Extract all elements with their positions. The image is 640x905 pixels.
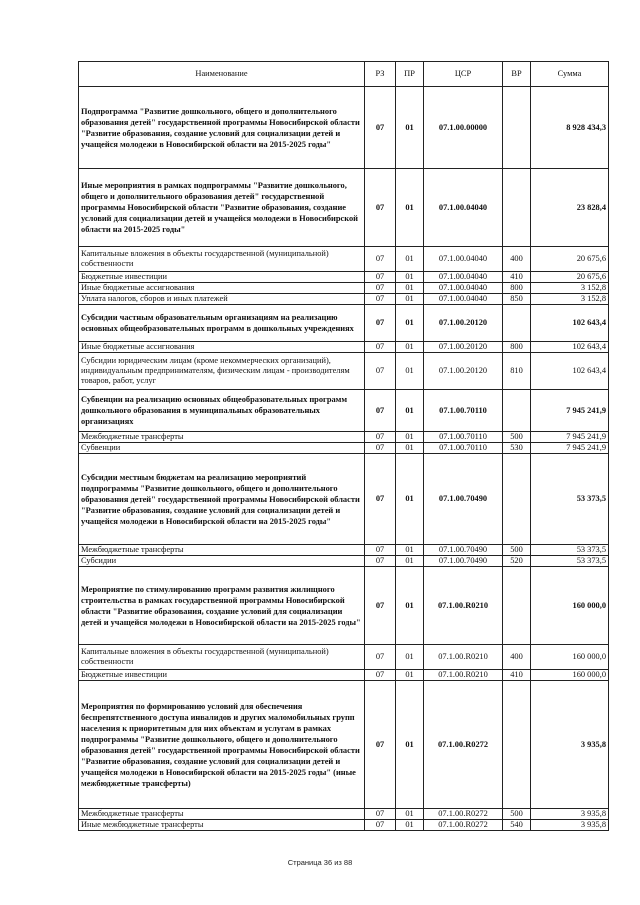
cell-sum: 160 000,0 xyxy=(531,567,609,645)
table-row xyxy=(79,342,609,353)
cell-pr: 01 xyxy=(396,454,424,545)
header-csr: ЦСР xyxy=(424,62,503,87)
cell-vr: 500 xyxy=(503,809,531,820)
cell-name: Капитальные вложения в объекты государственной (муниципальной) собственности xyxy=(79,645,365,670)
cell-pr: 01 xyxy=(396,247,424,272)
cell-sum: 3 935,8 xyxy=(531,820,609,831)
cell-sum: 3 935,8 xyxy=(531,809,609,820)
cell-name: Субсидии юридическим лицам (кроме некоммерческих организаций), индивидуальным предпринимателям, физическим лицам - производителям товаров, работ, услуг xyxy=(79,353,365,390)
table-row xyxy=(79,820,609,831)
table-row xyxy=(79,294,609,305)
cell-name: Межбюджетные трансферты xyxy=(79,809,365,820)
cell-name: Капитальные вложения в объекты государственной (муниципальной) собственности xyxy=(79,247,365,272)
cell-vr xyxy=(503,390,531,432)
cell-name: Бюджетные инвестиции xyxy=(79,670,365,681)
cell-vr: 410 xyxy=(503,272,531,283)
cell-rz: 07 xyxy=(365,87,396,169)
cell-pr: 01 xyxy=(396,432,424,443)
cell-sum: 3 152,8 xyxy=(531,294,609,305)
cell-rz: 07 xyxy=(365,645,396,670)
cell-vr: 800 xyxy=(503,283,531,294)
cell-csr: 07.1.00.04040 xyxy=(424,169,503,247)
cell-pr: 01 xyxy=(396,390,424,432)
cell-vr: 850 xyxy=(503,294,531,305)
cell-rz: 07 xyxy=(365,443,396,454)
cell-csr: 07.1.00.04040 xyxy=(424,247,503,272)
cell-rz: 07 xyxy=(365,809,396,820)
cell-name: Межбюджетные трансферты xyxy=(79,432,365,443)
table-row xyxy=(79,283,609,294)
table-row xyxy=(79,305,609,342)
cell-pr: 01 xyxy=(396,820,424,831)
cell-csr: 07.1.00.04040 xyxy=(424,272,503,283)
table-header-row xyxy=(79,62,609,87)
cell-vr xyxy=(503,567,531,645)
cell-name: Бюджетные инвестиции xyxy=(79,272,365,283)
header-name: Наименование xyxy=(79,62,365,87)
cell-sum: 160 000,0 xyxy=(531,645,609,670)
table-row xyxy=(79,169,609,247)
cell-csr: 07.1.00.20120 xyxy=(424,342,503,353)
cell-pr: 01 xyxy=(396,443,424,454)
cell-rz: 07 xyxy=(365,247,396,272)
cell-vr: 400 xyxy=(503,247,531,272)
cell-vr xyxy=(503,305,531,342)
cell-pr: 01 xyxy=(396,545,424,556)
cell-vr: 410 xyxy=(503,670,531,681)
cell-sum: 102 643,4 xyxy=(531,305,609,342)
header-sum: Сумма xyxy=(531,62,609,87)
cell-vr: 540 xyxy=(503,820,531,831)
cell-name: Иные бюджетные ассигнования xyxy=(79,342,365,353)
cell-csr: 07.1.00.R0210 xyxy=(424,567,503,645)
cell-name: Субсидии частным образовательным организациям на реализацию основных общеобразовательных программ в дошкольных учреждениях xyxy=(79,305,365,342)
table-row xyxy=(79,353,609,390)
cell-csr: 07.1.00.R0210 xyxy=(424,670,503,681)
cell-rz: 07 xyxy=(365,681,396,809)
cell-csr: 07.1.00.20120 xyxy=(424,305,503,342)
cell-csr: 07.1.00.70110 xyxy=(424,443,503,454)
table-row xyxy=(79,809,609,820)
cell-name: Подпрограмма "Развитие дошкольного, общего и дополнительного образования детей" государственной программы Новосибирской области "Развитие образования, создание условий для социализации детей и учащейся молодежи в Новосибирской области на 2015-2025 годы" xyxy=(79,87,365,169)
cell-name: Субсидии местным бюджетам на реализацию мероприятий подпрограммы "Развитие дошкольного, общего и дополнительного образования детей" государственной программы Новосибирской области "Развитие образования, создание условий для социализации детей и учащейся молодежи в Новосибирской области на 2015-2025 годы" xyxy=(79,454,365,545)
cell-name: Межбюджетные трансферты xyxy=(79,545,365,556)
cell-pr: 01 xyxy=(396,353,424,390)
cell-sum: 23 828,4 xyxy=(531,169,609,247)
cell-sum: 7 945 241,9 xyxy=(531,432,609,443)
cell-csr: 07.1.00.04040 xyxy=(424,294,503,305)
table-row xyxy=(79,567,609,645)
cell-pr: 01 xyxy=(396,567,424,645)
cell-rz: 07 xyxy=(365,556,396,567)
table-row xyxy=(79,272,609,283)
table-row xyxy=(79,432,609,443)
cell-rz: 07 xyxy=(365,169,396,247)
cell-sum: 3 152,8 xyxy=(531,283,609,294)
cell-vr xyxy=(503,169,531,247)
table-row xyxy=(79,390,609,432)
cell-csr: 07.1.00.R0210 xyxy=(424,645,503,670)
cell-vr: 810 xyxy=(503,353,531,390)
cell-csr: 07.1.00.70490 xyxy=(424,454,503,545)
cell-csr: 07.1.00.70490 xyxy=(424,556,503,567)
cell-sum: 53 373,5 xyxy=(531,454,609,545)
cell-vr xyxy=(503,454,531,545)
cell-pr: 01 xyxy=(396,809,424,820)
budget-table xyxy=(78,61,609,831)
cell-pr: 01 xyxy=(396,670,424,681)
cell-pr: 01 xyxy=(396,645,424,670)
table-row xyxy=(79,545,609,556)
cell-pr: 01 xyxy=(396,294,424,305)
cell-name: Иные бюджетные ассигнования xyxy=(79,283,365,294)
cell-sum: 102 643,4 xyxy=(531,353,609,390)
cell-csr: 07.1.00.70110 xyxy=(424,432,503,443)
table-row xyxy=(79,681,609,809)
header-rz: РЗ xyxy=(365,62,396,87)
cell-name: Мероприятие по стимулированию программ развития жилищного строительства в рамках государственной программы Новосибирской области "Развитие образования, создание условий для социализации детей и учащейся молодежи в Новосибирской области на 2015-2025 годы" xyxy=(79,567,365,645)
table-row xyxy=(79,670,609,681)
cell-pr: 01 xyxy=(396,272,424,283)
cell-csr: 07.1.00.04040 xyxy=(424,283,503,294)
cell-csr: 07.1.00.20120 xyxy=(424,353,503,390)
cell-rz: 07 xyxy=(365,305,396,342)
cell-sum: 7 945 241,9 xyxy=(531,443,609,454)
cell-rz: 07 xyxy=(365,342,396,353)
cell-rz: 07 xyxy=(365,670,396,681)
table-row xyxy=(79,247,609,272)
cell-pr: 01 xyxy=(396,305,424,342)
cell-csr: 07.1.00.R0272 xyxy=(424,820,503,831)
cell-rz: 07 xyxy=(365,272,396,283)
header-pr: ПР xyxy=(396,62,424,87)
table-row xyxy=(79,645,609,670)
cell-name: Иные мероприятия в рамках подпрограммы "Развитие дошкольного, общего и дополнительного образования детей" государственной программы Новосибирской области "Развитие образования, создание условий для социализации детей и учащейся молодежи в Новосибирской области на 2015-2025 годы" xyxy=(79,169,365,247)
cell-pr: 01 xyxy=(396,87,424,169)
cell-rz: 07 xyxy=(365,567,396,645)
cell-name: Уплата налогов, сборов и иных платежей xyxy=(79,294,365,305)
page-number: Страница 36 из 88 xyxy=(287,858,353,867)
cell-pr: 01 xyxy=(396,342,424,353)
cell-vr: 500 xyxy=(503,432,531,443)
table-row xyxy=(79,87,609,169)
cell-vr: 520 xyxy=(503,556,531,567)
cell-name: Субвенции xyxy=(79,443,365,454)
cell-rz: 07 xyxy=(365,454,396,545)
cell-vr: 500 xyxy=(503,545,531,556)
cell-rz: 07 xyxy=(365,294,396,305)
cell-sum: 53 373,5 xyxy=(531,545,609,556)
cell-name: Иные межбюджетные трансферты xyxy=(79,820,365,831)
cell-pr: 01 xyxy=(396,283,424,294)
cell-sum: 102 643,4 xyxy=(531,342,609,353)
table-row xyxy=(79,556,609,567)
cell-sum: 3 935,8 xyxy=(531,681,609,809)
table-body xyxy=(79,87,609,831)
cell-sum: 160 000,0 xyxy=(531,670,609,681)
cell-rz: 07 xyxy=(365,545,396,556)
cell-rz: 07 xyxy=(365,353,396,390)
cell-csr: 07.1.00.00000 xyxy=(424,87,503,169)
cell-pr: 01 xyxy=(396,556,424,567)
cell-vr: 800 xyxy=(503,342,531,353)
table-row xyxy=(79,443,609,454)
cell-vr: 530 xyxy=(503,443,531,454)
cell-sum: 20 675,6 xyxy=(531,247,609,272)
cell-csr: 07.1.00.R0272 xyxy=(424,809,503,820)
cell-vr xyxy=(503,87,531,169)
cell-rz: 07 xyxy=(365,390,396,432)
cell-name: Субсидии xyxy=(79,556,365,567)
cell-rz: 07 xyxy=(365,283,396,294)
cell-csr: 07.1.00.R0272 xyxy=(424,681,503,809)
cell-sum: 53 373,5 xyxy=(531,556,609,567)
cell-pr: 01 xyxy=(396,169,424,247)
cell-vr: 400 xyxy=(503,645,531,670)
cell-rz: 07 xyxy=(365,820,396,831)
table-row xyxy=(79,454,609,545)
cell-csr: 07.1.00.70490 xyxy=(424,545,503,556)
cell-name: Субвенции на реализацию основных общеобразовательных программ дошкольного образования в муниципальных образовательных организациях xyxy=(79,390,365,432)
cell-sum: 20 675,6 xyxy=(531,272,609,283)
cell-sum: 7 945 241,9 xyxy=(531,390,609,432)
cell-rz: 07 xyxy=(365,432,396,443)
cell-pr: 01 xyxy=(396,681,424,809)
cell-name: Мероприятия по формированию условий для обеспечения беспрепятственного доступа инвалидов и других маломобильных групп населения к приоритетным для них объектам и услугам в рамках подпрограммы "Развитие дошкольного, общего и дополнительного образования детей" государственной программы Новосибирской области "Развитие образования, создание условий для социализации детей и учащейся молодежи в Новосибирской области на 2015-2025 годы" (иные межбюджетные трансферты) xyxy=(79,681,365,809)
cell-sum: 8 928 434,3 xyxy=(531,87,609,169)
cell-csr: 07.1.00.70110 xyxy=(424,390,503,432)
header-vr: ВР xyxy=(503,62,531,87)
cell-vr xyxy=(503,681,531,809)
